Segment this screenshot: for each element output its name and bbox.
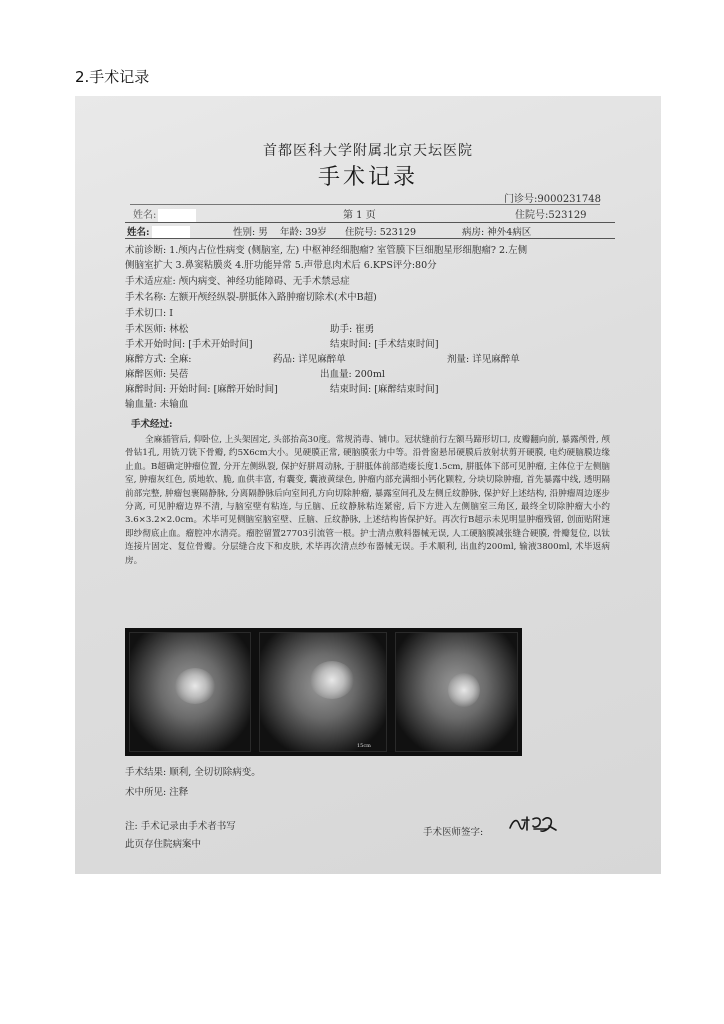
anesthetist: 麻醉医师: 吴蓓 <box>125 369 189 380</box>
patient-admission: 住院号: 523129 <box>345 227 416 238</box>
form-title: 手术记录 <box>317 165 418 190</box>
mri-lesion <box>310 661 354 699</box>
transfusion: 输血量: 未输血 <box>125 399 189 410</box>
intraop-findings: 术中所见: 注释 <box>125 787 189 798</box>
assistant: 助手: 崔勇 <box>330 324 375 335</box>
mri-scale-label: 15cm <box>357 743 371 749</box>
signature-label: 手术医师签字: <box>423 827 484 838</box>
patient-name <box>127 224 190 239</box>
anesthesia-drug: 药品: 详见麻醉单 <box>273 354 346 365</box>
page-number: 第 1 页 <box>343 210 376 221</box>
name-label-top-text: 姓名: <box>133 210 157 221</box>
signature-icon <box>507 814 559 836</box>
surgery-process-text: 全麻插管后, 仰卧位, 上头架固定, 头部抬高30度。常规消毒、铺巾。冠状缝前行左额马蹄形切口, 皮瓣翻向前, 暴露颅骨, 颅骨钻1孔, 用铣刀铣下骨瓣, 约5X6cm大小。见硬膜正常, 硬脑膜张力中等。沿骨窗悬吊硬膜后放射状剪开硬膜, 电灼硬脑膜边缘止血。B超确定肿瘤位置, 分开左侧纵裂, 保护好胼周动脉, 于胼胝体前部造瘘长度1.5cm, 胼胝体下部可见肿瘤, 主体位于左侧脑室, 肿瘤灰红色, 质地软、脆, 血供丰富, 有囊变, 囊液黄绿色, 肿瘤内部充满细小钙化颗粒, 分块切除肿瘤, 首先暴露中线, 透明隔前部完整, 肿瘤包裹隔静脉, 分离隔静脉后向室间孔方向切除肿瘤, 暴露室间孔及左侧丘纹静脉, 保护好上述结构, 沿肿瘤周边逐步分离, 可见肿瘤边界不清, 与脑室壁有粘连, 与丘脑、丘纹静脉粘连紧密, 后下方进入左侧脑室三角区, 最终全切除肿瘤大小约3.6×3.2×2.0cm。术毕可见侧脑室脑室壁、丘脑、丘纹静脉, 上述结构皆保护好。再次行B超示未见明显肿瘤残留, 创面贴附速即纱彻底止血。瘤腔冲水清亮。瘤腔留置27703引流管一根。护士清点敷料器械无误, 人工硬脑膜减张缝合硬膜, 骨瓣复位, 以钛连接片固定、复位骨瓣。分层缝合皮下和皮肤, 术毕再次清点纱布器械无误。手术顺利, 出血约200ml, 输液3800ml, 术毕返病房。 <box>125 435 610 566</box>
patient-ward: 病房: 神外4病区 <box>462 227 532 238</box>
anesthesia-method: 麻醉方式: 全麻: <box>125 354 192 365</box>
blood-loss: 出血量: 200ml <box>320 369 385 380</box>
patient-row-bottom-rule <box>125 238 615 239</box>
anesthesia-end: 结束时间: [麻醉结束时间] <box>330 384 439 395</box>
mri-scan-images <box>125 628 522 756</box>
header-rule <box>130 204 600 205</box>
operation-end: 结束时间: [手术结束时间] <box>330 339 439 350</box>
operation-name: 手术名称: 左额开颅经纵裂-胼胝体入路肿瘤切除术(术中B超) <box>125 292 377 303</box>
patient-row-top-rule <box>125 222 615 223</box>
page-heading: 2.手术记录 <box>75 68 150 86</box>
surgeon: 手术医师: 林松 <box>125 324 189 335</box>
mri-lesion <box>175 668 215 704</box>
mri-lesion <box>448 673 480 707</box>
anesthesia-start: 麻醉时间: 开始时间: [麻醉开始时间] <box>125 384 278 395</box>
hospital-name: 首都医科大学附属北京天坛医院 <box>263 143 473 159</box>
note-line-2: 此页存住院病案中 <box>125 839 202 850</box>
name-label-top <box>133 206 196 222</box>
process-label: 手术经过: <box>131 419 173 430</box>
diagnosis-line-1: 术前诊断: 1.颅内占位性病变 (侧脑室, 左) 中枢神经细胞瘤? 室管膜下巨细胞星形细胞瘤? 2.左侧 <box>125 245 528 256</box>
mri-coronal-image <box>259 632 387 752</box>
patient-name-label: 姓名: <box>127 227 150 238</box>
incision: 手术切口: I <box>125 308 173 319</box>
indication: 手术适应症: 颅内病变、神经功能障碍、无手术禁忌症 <box>125 276 350 287</box>
surgery-result: 手术结果: 顺利, 全切切除病变。 <box>125 767 261 778</box>
operation-start: 手术开始时间: [手术开始时间] <box>125 339 253 350</box>
anesthesia-dose: 剂量: 详见麻醉单 <box>447 354 520 365</box>
admission-number-top: 住院号:523129 <box>515 210 587 221</box>
diagnosis-line-2: 侧脑室扩大 3.鼻窦粘膜炎 4.肝功能异常 5.声带息肉术后 6.KPS评分:80分 <box>125 260 437 271</box>
mri-sagittal-image <box>129 632 251 752</box>
note-line-1: 注: 手术记录由手术者书写 <box>125 821 236 832</box>
patient-gender: 性别: 男 <box>233 227 268 238</box>
outpatient-number: 门诊号:9000231748 <box>504 194 601 205</box>
scanned-surgery-record <box>75 96 661 874</box>
patient-age: 年龄: 39岁 <box>280 227 327 238</box>
redaction-box <box>158 209 196 222</box>
mri-axial-image <box>395 632 518 752</box>
